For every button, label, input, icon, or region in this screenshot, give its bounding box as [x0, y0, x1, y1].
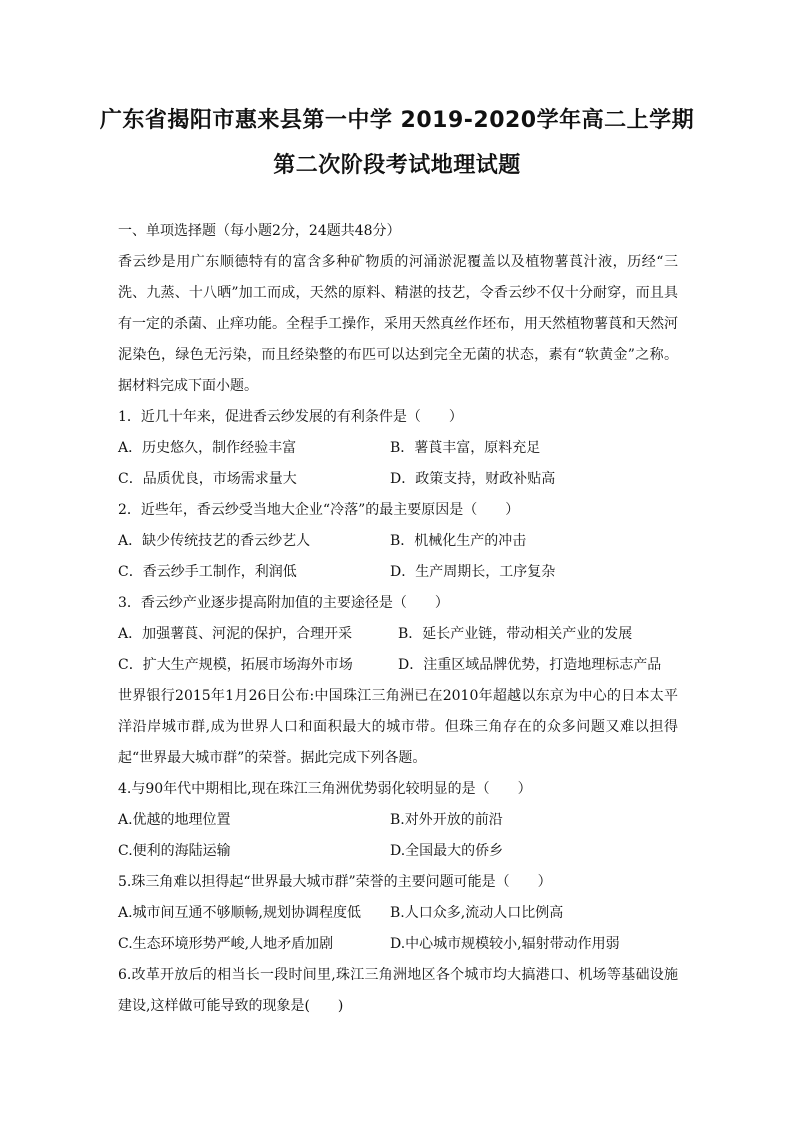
question-6 [118, 960, 678, 1022]
option-d: D．政策支持，财政补贴高 [390, 471, 556, 487]
question-3 [118, 588, 678, 681]
options-row [118, 526, 678, 557]
question-1 [118, 402, 678, 495]
question-stem: 4.与90年代中期相比,现在珠江三角洲优势弱化较明显的是（ ） [118, 781, 532, 797]
option-b: B.人口众多,流动人口比例高 [390, 905, 564, 921]
options-row [118, 557, 678, 588]
question-4 [118, 774, 678, 867]
option-d: D.中心城市规模较小,辐射带动作用弱 [390, 936, 620, 952]
option-d: D．注重区域品牌优势，打造地理标志产品 [398, 657, 662, 673]
question-stem: 3．香云纱产业逐步提高附加值的主要途径是（ ） [118, 595, 449, 611]
question-stem: 2．近些年，香云纱受当地大企业“冷落”的最主要原因是（ ） [118, 502, 520, 518]
options-row [118, 929, 678, 960]
passage-1: 香云纱是用广东顺德特有的富含多种矿物质的河涌淤泥覆盖以及植物薯莨汁液，历经“三洗、九蒸、十八晒”加工而成，天然的原料、精湛的技艺，令香云纱不仅十分耐穿，而且具有一定的杀菌、止痒功能。全程手工操作，采用天然真丝作坯布，用天然植物薯莨和天然河泥染色，绿色无污染，而且经染整的布匹可以达到完全无菌的状态，素有“软黄金”之称。据材料完成下面小题。 [118, 254, 678, 394]
options-row [118, 805, 678, 836]
question-5 [118, 867, 678, 960]
option-d: D．生产周期长，工序复杂 [390, 564, 556, 580]
options-row [118, 650, 678, 681]
options-row [118, 836, 678, 867]
options-row [118, 433, 678, 464]
question-stem: 1．近几十年来，促进香云纱发展的有利条件是（ ） [118, 409, 463, 425]
option-c: C．扩大生产规模，拓展市场海外市场 [118, 657, 353, 673]
exam-content [118, 216, 678, 1022]
options-row [118, 898, 678, 929]
option-b: B．机械化生产的冲击 [390, 533, 527, 549]
option-c: C.便利的海陆运输 [118, 843, 231, 859]
options-row [118, 619, 678, 650]
question-2 [118, 495, 678, 588]
option-c: C.生态环境形势严峻,人地矛盾加剧 [118, 936, 334, 952]
option-d: D.全国最大的侨乡 [390, 843, 504, 859]
options-row [118, 464, 678, 495]
option-b: B．薯莨丰富，原料充足 [390, 440, 541, 456]
exam-title-line-1: 广东省揭阳市惠来县第一中学 2019-2020学年高二上学期 [99, 108, 695, 133]
option-a: A.城市间互通不够顺畅,规划协调程度低 [118, 905, 362, 921]
option-a: A．加强薯莨、河泥的保护，合理开采 [118, 626, 353, 642]
option-a: A．缺少传统技艺的香云纱艺人 [118, 533, 311, 549]
option-c: C．品质优良，市场需求量大 [118, 471, 297, 487]
option-b: B．延长产业链，带动相关产业的发展 [398, 626, 633, 642]
question-stem: 6.改革开放后的相当长一段时间里,珠江三角洲地区各个城市均大搞港口、机场等基础设施建设,这样做可能导致的现象是( ) [118, 967, 678, 1014]
option-c: C．香云纱手工制作，利润低 [118, 564, 297, 580]
section-heading: 一、单项选择题（每小题2分，24题共48分） [118, 223, 401, 239]
exam-title-line-2: 第二次阶段考试地理试题 [273, 153, 521, 178]
option-b: B.对外开放的前沿 [390, 812, 503, 828]
question-stem: 5.珠三角难以担得起“世界最大城市群”荣誉的主要问题可能是（ ） [118, 874, 552, 890]
option-a: A.优越的地理位置 [118, 812, 231, 828]
passage-2: 世界银行2015年1月26日公布:中国珠江三角洲已在2010年超越以东京为中心的日本太平洋沿岸城市群,成为世界人口和面积最大的城市带。但珠三角存在的众多问题又难以担得起“世界最大城市群”的荣誉。据此完成下列各题。 [118, 688, 678, 766]
option-a: A．历史悠久，制作经验丰富 [118, 440, 297, 456]
